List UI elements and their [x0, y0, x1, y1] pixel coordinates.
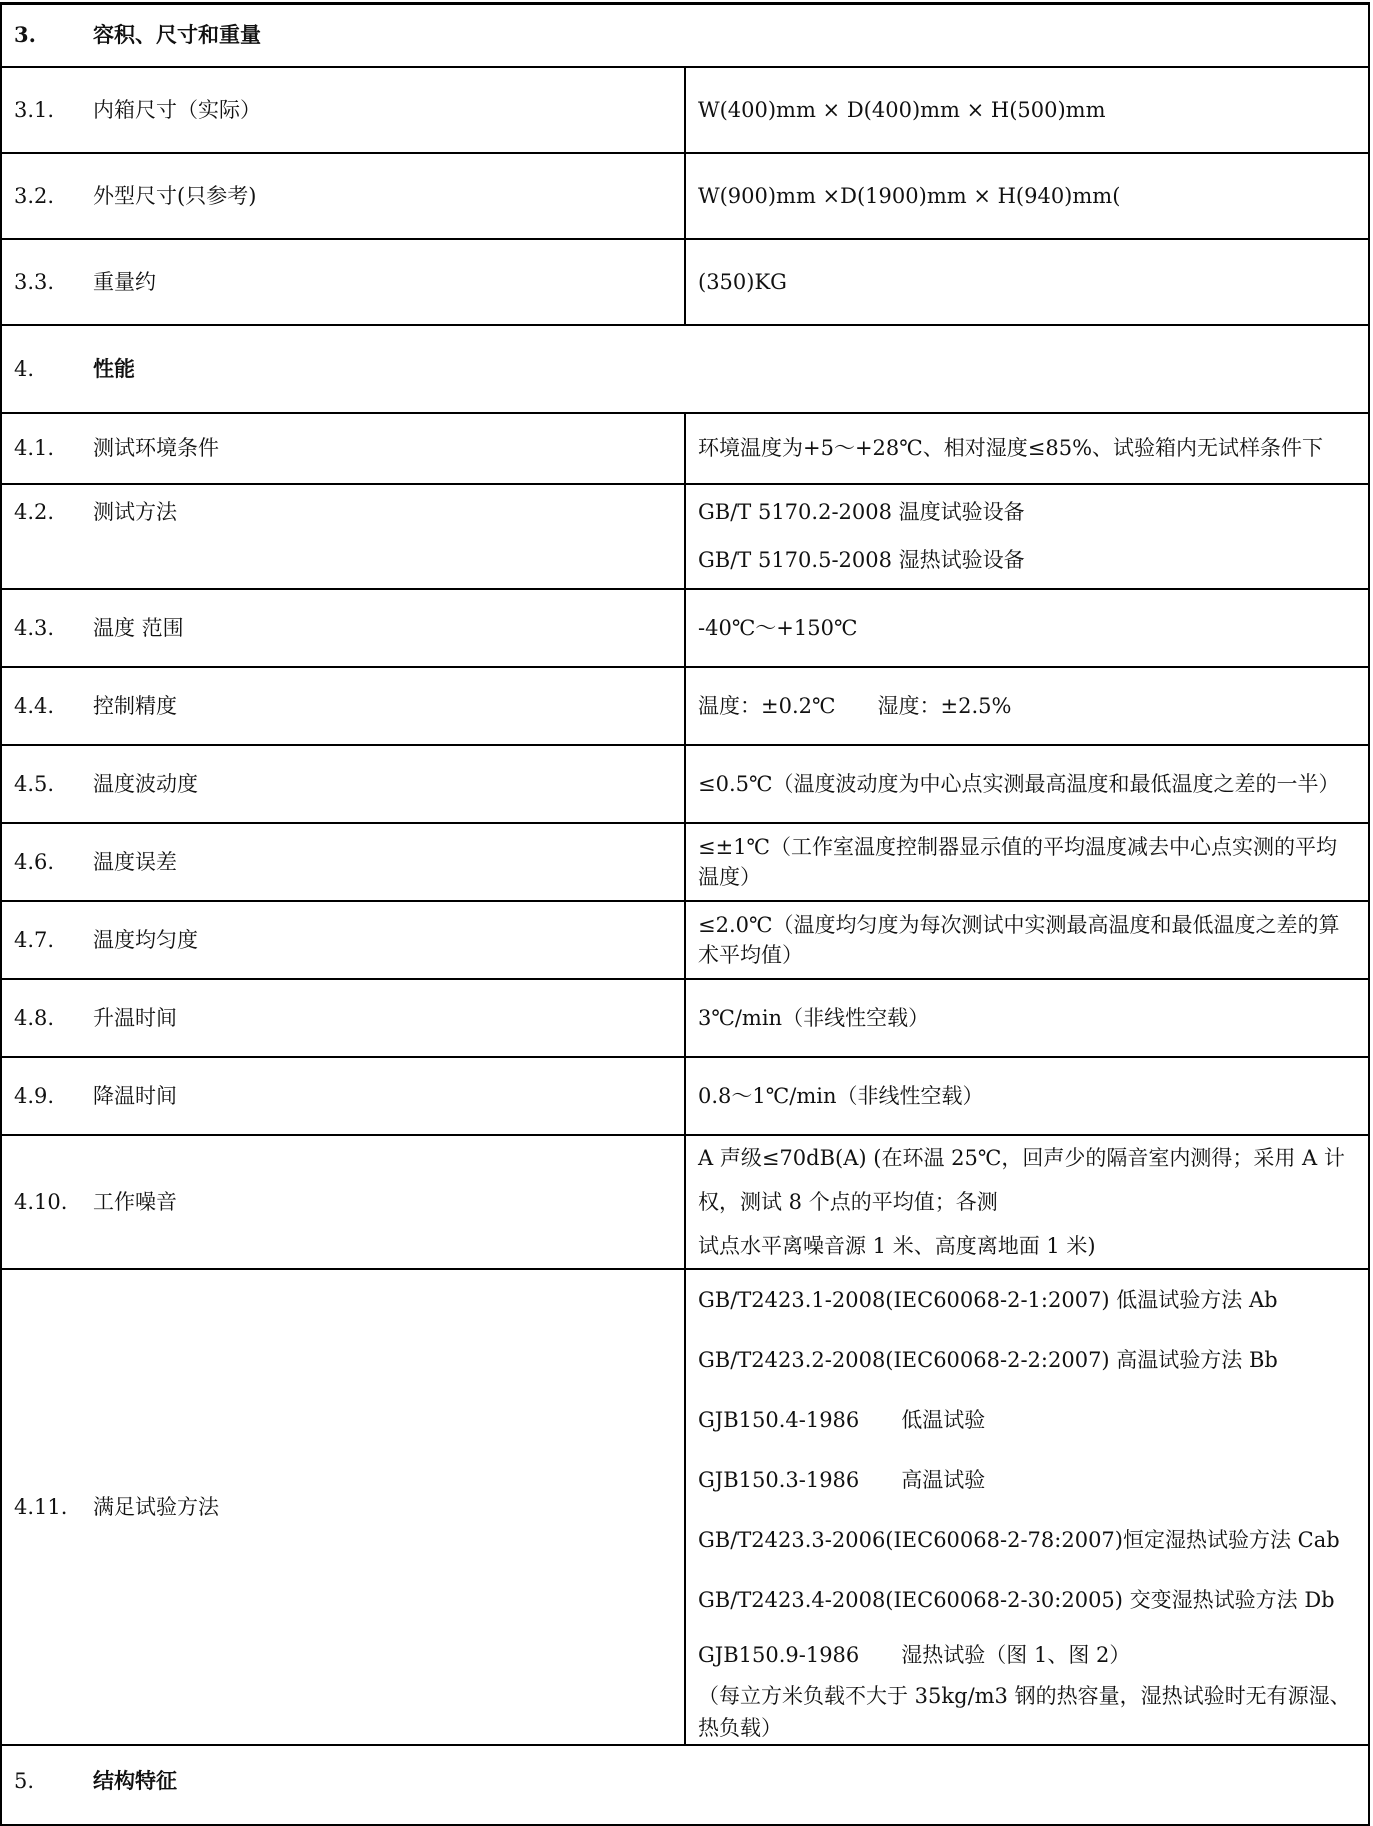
row-label: 重量约 — [93, 269, 156, 294]
row-label: 满足试验方法 — [93, 1494, 219, 1519]
section-5-header — [1, 1745, 1369, 1825]
spec-row — [1, 1269, 1369, 1745]
row-value-line: GB/T2423.2-2008(IEC60068-2-2:2007) 高温试验方法 Bb — [698, 1347, 1278, 1372]
row-label: 升温时间 — [93, 1005, 177, 1030]
row-number: 4.7. — [14, 927, 55, 952]
row-value: 环境温度为+5～+28℃、相对湿度≤85%、试验箱内无试样条件下 — [685, 413, 1369, 484]
spec-row — [1, 153, 1369, 239]
row-value-line: A 声级≤70dB(A) (在环温 25℃，回声少的隔音室内测得；采用 A 计权，测试 8 个点的平均值；各测 — [698, 1145, 1345, 1214]
spec-row — [1, 239, 1369, 325]
row-value: 0.8～1℃/min（非线性空载） — [685, 1057, 1369, 1135]
row-number: 4.6. — [14, 849, 55, 874]
spec-row — [1, 979, 1369, 1057]
row-value-line: GJB150.9-1986 湿热试验（图 1、图 2） — [698, 1642, 1131, 1667]
spec-row — [1, 1135, 1369, 1269]
row-label: 工作噪音 — [93, 1189, 177, 1214]
row-value: ≤±1℃（工作室温度控制器显示值的平均温度减去中心点实测的平均温度） — [685, 823, 1369, 901]
row-label: 温度波动度 — [93, 771, 198, 796]
section-number: 4. — [14, 356, 35, 381]
row-label: 控制精度 — [93, 693, 177, 718]
row-value-line: GJB150.4-1986 低温试验 — [698, 1407, 986, 1432]
spec-row — [1, 67, 1369, 153]
row-number: 4.11. — [14, 1494, 68, 1519]
row-value: (350)KG — [685, 239, 1369, 325]
section-title: 结构特征 — [93, 1767, 177, 1793]
row-value-line: GB/T2423.1-2008(IEC60068-2-1:2007) 低温试验方法 Ab — [698, 1287, 1278, 1312]
spec-row — [1, 823, 1369, 901]
row-number: 4.4. — [14, 693, 55, 718]
row-value-line: GB/T2423.4-2008(IEC60068-2-30:2005) 交变湿热试验方法 Db — [698, 1587, 1335, 1612]
row-value-line: GJB150.3-1986 高温试验 — [698, 1467, 986, 1492]
spec-row — [1, 667, 1369, 745]
spec-row — [1, 745, 1369, 823]
row-value: ≤0.5℃（温度波动度为中心点实测最高温度和最低温度之差的一半） — [685, 745, 1369, 823]
row-value-line: （每立方米负载不大于 35kg/m3 钢的热容量，湿热试验时无有源湿、热负载） — [698, 1683, 1351, 1740]
spec-row — [1, 413, 1369, 484]
row-value: 3℃/min（非线性空载） — [685, 979, 1369, 1057]
section-title: 容积、尺寸和重量 — [93, 22, 261, 48]
row-value-line: GB/T2423.3-2006(IEC60068-2-78:2007)恒定湿热试验方法 Cab — [698, 1527, 1340, 1552]
row-label: 外型尺寸(只参考) — [93, 183, 257, 208]
spec-row — [1, 589, 1369, 667]
row-number: 4.2. — [14, 499, 55, 524]
row-number: 4.8. — [14, 1005, 55, 1030]
row-label: 内箱尺寸（实际） — [93, 97, 261, 122]
row-value: -40℃～+150℃ — [685, 589, 1369, 667]
row-number: 4.10. — [14, 1189, 68, 1214]
spec-row — [1, 901, 1369, 979]
row-label: 测试方法 — [93, 499, 177, 524]
row-label: 测试环境条件 — [93, 436, 219, 460]
row-number: 4.9. — [14, 1083, 55, 1108]
spec-table — [0, 2, 1370, 1826]
row-number: 4.3. — [14, 615, 55, 640]
row-number: 3.3. — [14, 269, 55, 294]
section-number: 3. — [14, 22, 36, 48]
row-value: ≤2.0℃（温度均匀度为每次测试中实测最高温度和最低温度之差的算术平均值） — [685, 901, 1369, 979]
section-3-header — [1, 4, 1369, 67]
row-number: 3.2. — [14, 183, 55, 208]
row-number: 3.1. — [14, 97, 55, 122]
row-value: W(400)mm × D(400)mm × H(500)mm — [685, 67, 1369, 153]
row-value-line: 试点水平离噪音源 1 米、高度离地面 1 米) — [698, 1233, 1096, 1258]
row-value: W(900)mm ×D(1900)mm × H(940)mm( — [685, 153, 1369, 239]
row-label: 温度均匀度 — [93, 927, 198, 952]
section-4-header — [1, 325, 1369, 413]
row-value-temperature: 温度：±0.2℃ — [698, 693, 836, 718]
section-title: 性能 — [93, 355, 135, 381]
row-label: 温度 范围 — [93, 615, 184, 640]
row-number: 4.5. — [14, 771, 55, 796]
row-label: 降温时间 — [93, 1083, 177, 1108]
spec-row — [1, 1057, 1369, 1135]
row-number: 4.1. — [14, 436, 55, 460]
row-value-line: GB/T 5170.5-2008 湿热试验设备 — [698, 548, 1025, 572]
row-label: 温度误差 — [93, 849, 177, 874]
section-number: 5. — [14, 1768, 35, 1793]
row-value-line: GB/T 5170.2-2008 温度试验设备 — [698, 500, 1025, 524]
spec-row — [1, 484, 1369, 589]
row-value-humidity: 湿度：±2.5% — [877, 693, 1012, 718]
